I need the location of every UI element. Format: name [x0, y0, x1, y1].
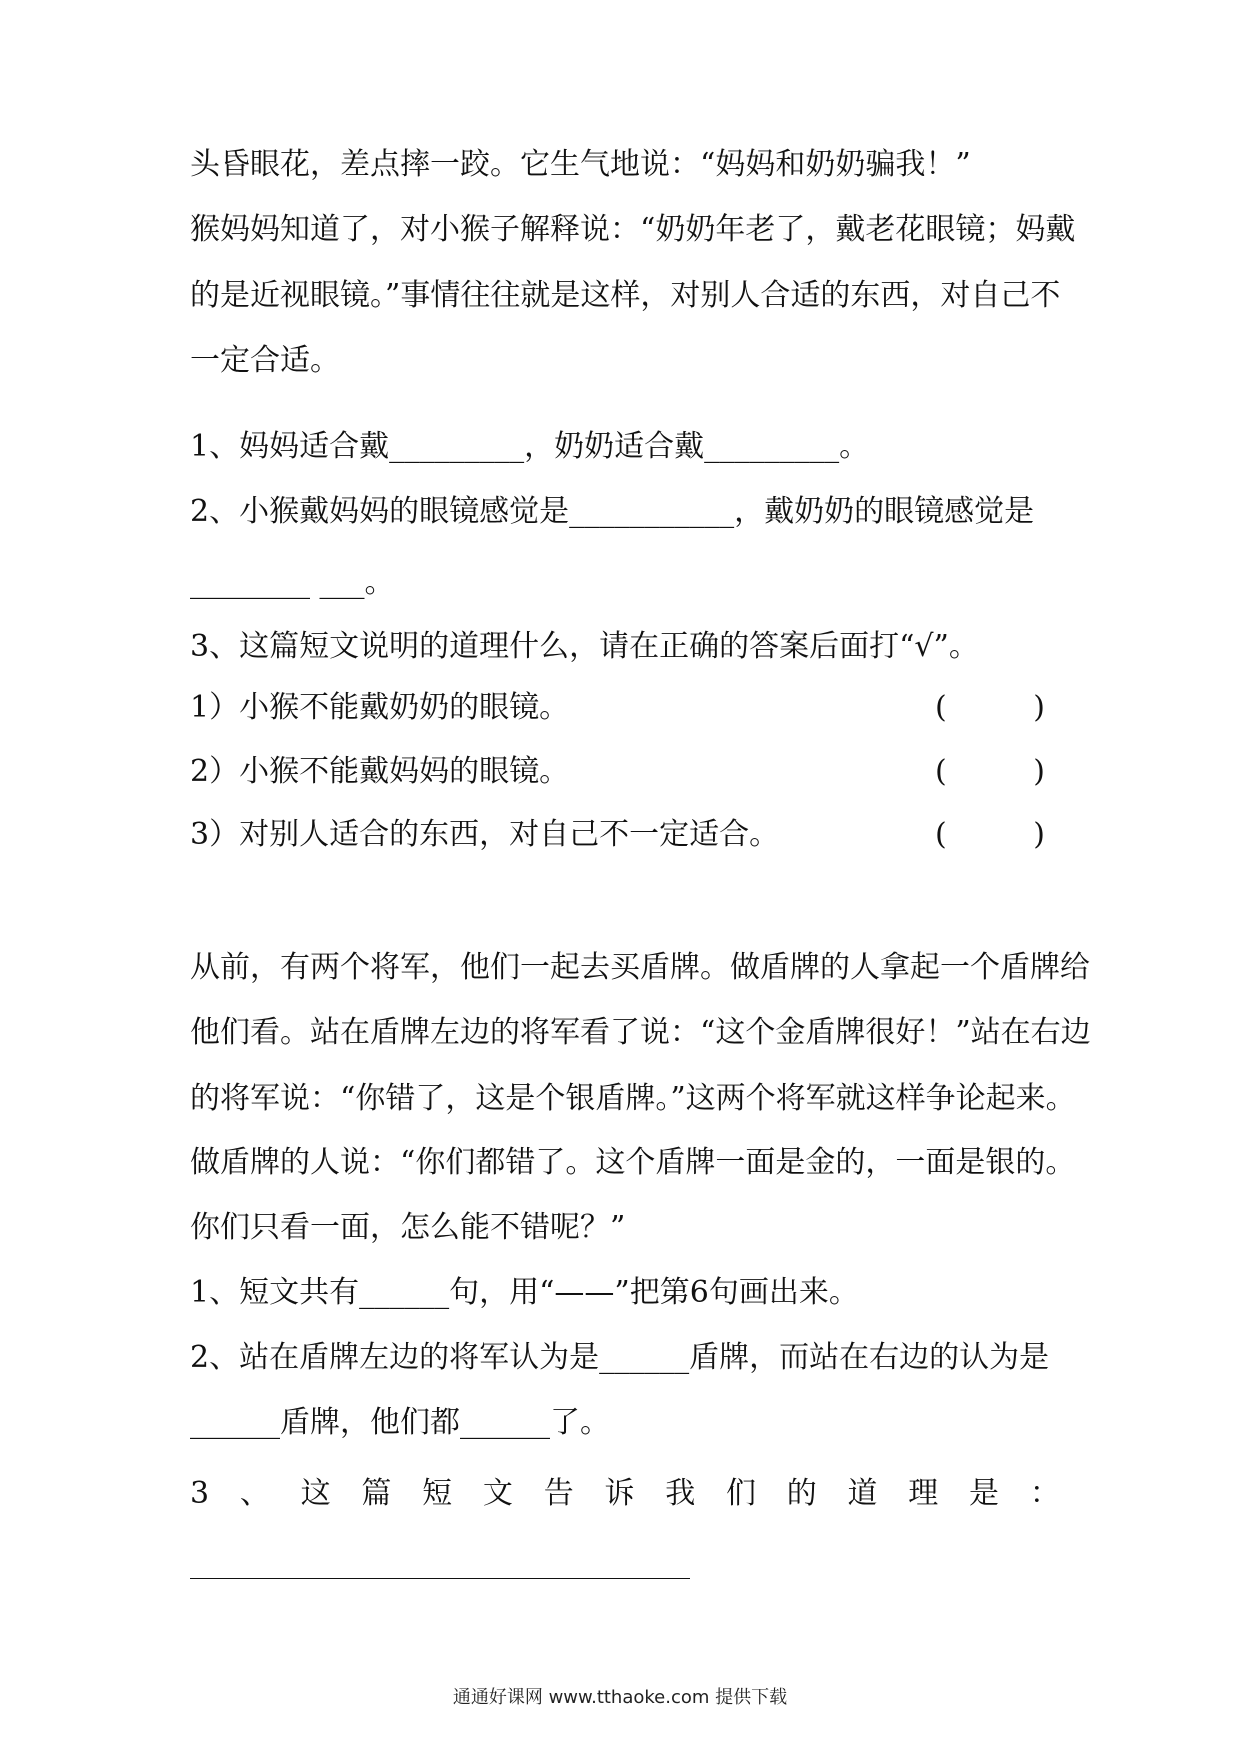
passage2-line-3: 的将军说：“你错了，这是个银盾牌。”这两个将军就这样争论起来。 [190, 1081, 1076, 1116]
option-text: 1）小猴不能戴奶奶的眼镜。 [190, 690, 570, 725]
q2-question-2-line-1: 2、站在盾牌左边的将军认为是______盾牌，而站在右边的认为是 [190, 1340, 1050, 1375]
q3-char: 篇 [361, 1476, 392, 1511]
q1-question-2-line-2: ________ ___。 [190, 565, 395, 600]
q1-option-1-answer-box[interactable] [935, 688, 1045, 728]
q3-char: 我 [665, 1476, 696, 1511]
q1-option-3-answer-box[interactable] [935, 815, 1045, 855]
q1-question-1: 1、妈妈适合戴_________，奶奶适合戴_________。 [190, 429, 870, 464]
option-text: 2）小猴不能戴妈妈的眼镜。 [190, 754, 570, 789]
q1-question-3: 3、这篇短文说明的道理什么，请在正确的答案后面打“√”。 [190, 629, 979, 664]
open-paren: ( [935, 690, 947, 725]
passage2-line-4: 做盾牌的人说：“你们都错了。这个盾牌一面是金的，一面是银的。 [190, 1145, 1076, 1180]
passage1-line-2: 猴妈妈知道了，对小猴子解释说：“奶奶年老了，戴老花眼镜；妈戴 [190, 212, 1076, 247]
passage1-line-3: 的是近视眼镜。”事情往往就是这样，对别人合适的东西，对自己不 [190, 278, 1061, 313]
q3-char: 理 [908, 1476, 939, 1511]
q3-char: 3 [190, 1476, 210, 1511]
passage2-line-2: 他们看。站在盾牌左边的将军看了说：“这个金盾牌很好！”站在右边 [190, 1015, 1091, 1050]
passage1-line-4: 一定合适。 [190, 343, 340, 378]
q2-question-3 [190, 1474, 1060, 1514]
footer-credit: 通通好课网 www.tthaoke.com 提供下载 [452, 1687, 788, 1708]
q3-char: 道 [847, 1476, 878, 1511]
q3-char: 们 [725, 1476, 756, 1511]
open-paren: ( [935, 754, 947, 789]
q1-option-3 [190, 815, 1060, 855]
q3-char: 这 [300, 1476, 331, 1511]
close-paren: ) [1033, 817, 1045, 852]
q3-char: 诉 [604, 1476, 635, 1511]
close-paren: ) [1033, 690, 1045, 725]
q3-char: ： [1029, 1476, 1060, 1511]
q1-option-2-answer-box[interactable] [935, 752, 1045, 792]
passage1-line-1: 头昏眼花，差点摔一跤。它生气地说：“妈妈和奶奶骗我！” [190, 147, 971, 182]
q2-question-2-line-2: ______盾牌，他们都______了。 [190, 1405, 610, 1440]
q3-char: 是 [969, 1476, 1000, 1511]
open-paren: ( [935, 817, 947, 852]
q1-question-2-line-1: 2、小猴戴妈妈的眼镜感觉是___________，戴奶奶的眼镜感觉是 [190, 494, 1035, 529]
q3-char: 、 [239, 1476, 270, 1511]
q3-char: 告 [543, 1476, 574, 1511]
answer-blank-line[interactable] [190, 1578, 690, 1579]
passage2-line-1: 从前，有两个将军，他们一起去买盾牌。做盾牌的人拿起一个盾牌给 [190, 950, 1090, 985]
close-paren: ) [1033, 754, 1045, 789]
passage2-line-5: 你们只看一面，怎么能不错呢？” [190, 1210, 626, 1245]
q3-char: 短 [422, 1476, 453, 1511]
q3-char: 的 [786, 1476, 817, 1511]
q3-char: 文 [482, 1476, 513, 1511]
q1-option-1 [190, 688, 1060, 728]
q2-question-1: 1、短文共有______句，用“——”把第6句画出来。 [190, 1275, 859, 1310]
q1-option-2 [190, 752, 1060, 792]
option-text: 3）对别人适合的东西，对自己不一定适合。 [190, 817, 780, 852]
